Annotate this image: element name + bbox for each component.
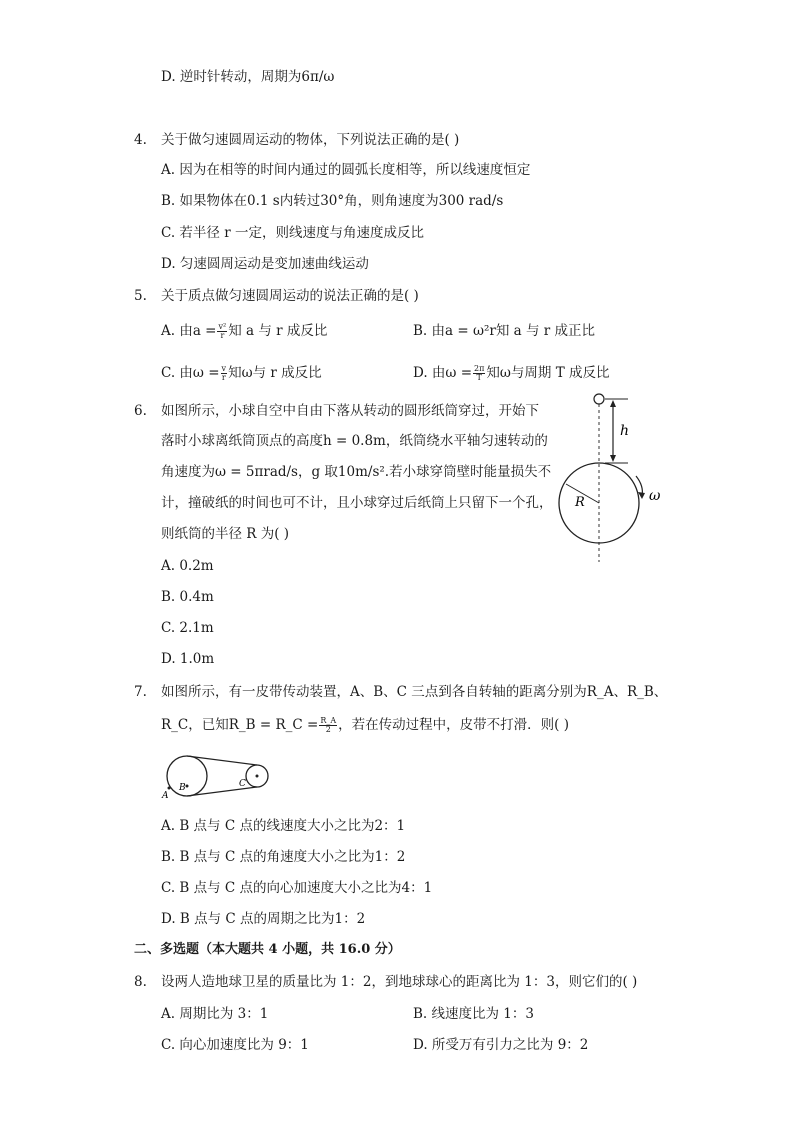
q7-point-a (168, 787, 171, 790)
q7-option-b: B. B 点与 C 点的角速度大小之比为1：2 (161, 849, 406, 865)
q6-ball (594, 394, 604, 404)
q7-point-b (186, 785, 189, 788)
q5-option-a (161, 322, 327, 340)
q4-number: 4. (134, 132, 147, 148)
q8-option-c: C. 向心加速度比为 9：1 (161, 1037, 309, 1053)
q8-option-b: B. 线速度比为 1：3 (413, 1006, 534, 1022)
q6-line-5: 则纸筒的半径 R 为( ) (161, 526, 290, 542)
q5-option-c (161, 364, 322, 382)
q7-number: 7. (134, 684, 147, 700)
q7-label-c: C (239, 779, 246, 789)
q5-c-numerator: v (221, 364, 227, 373)
q7-belt-bottom (187, 787, 257, 796)
q7-l2-suffix: ，若在传动过程中，皮带不打滑．则( ) (338, 717, 569, 733)
q6-line-4: 计，撞破纸的时间也可不计，且小球穿过后纸筒上只留下一个孔， (161, 495, 553, 511)
q7-fraction (319, 717, 337, 734)
q5-a-denominator: r (220, 331, 225, 340)
q6-line-3: 角速度为ω = 5πrad/s，g 取10m/s².若小球穿筒壁时能量损失不 (161, 464, 552, 480)
q4-option-c: C. 若半径 r 一定，则线速度与角速度成反比 (161, 225, 424, 241)
q5-d-fraction (473, 365, 485, 382)
q3-option-d: D. 逆时针转动，周期为6π/ω (161, 69, 335, 85)
q7-point-c (256, 775, 259, 778)
q4-option-a: A. 因为在相等的时间内通过的圆弧长度相等，所以线速度恒定 (161, 162, 531, 178)
q6-option-b: B. 0.4m (161, 589, 214, 605)
q6-arrow-head-down (610, 455, 616, 462)
q7-belt-figure (160, 752, 278, 802)
q7-option-d: D. B 点与 C 点的周期之比为1：2 (161, 911, 366, 927)
q5-c-prefix: C. 由ω = (161, 365, 220, 381)
q7-l2-prefix: R_C，已知R_B = R_C = (161, 717, 319, 733)
q8-stem: 设两人造地球卫星的质量比为 1：2，到地球球心的距离比为 1：3，则它们的( ) (161, 974, 638, 990)
q6-label-omega: ω (649, 488, 661, 504)
section-2-heading: 二、多选题（本大题共 4 小题，共 16.0 分） (134, 942, 401, 957)
q4-stem: 关于做匀速圆周运动的物体，下列说法正确的是( ) (161, 132, 460, 148)
q5-d-denominator: T (476, 373, 482, 382)
q7-label-a: A (162, 791, 169, 801)
q6-line-1: 如图所示，小球自空中自由下落从转动的圆形纸筒穿过，开始下 (161, 403, 539, 419)
q7-option-c: C. B 点与 C 点的向心加速度大小之比为4：1 (161, 880, 433, 896)
q5-c-suffix: 知ω与 r 成反比 (228, 365, 322, 381)
q7-belt-top (187, 756, 257, 765)
q7-option-a: A. B 点与 C 点的线速度大小之比为2：1 (161, 818, 406, 834)
q7-big-wheel (167, 756, 207, 796)
q5-d-prefix: D. 由ω = (413, 365, 473, 381)
q5-number: 5. (134, 288, 147, 304)
q5-a-prefix: A. 由a = (161, 323, 217, 339)
q6-option-c: C. 2.1m (161, 620, 214, 636)
q7-line-2 (161, 716, 569, 734)
q5-option-b: B. 由a = ω²r知 a 与 r 成正比 (413, 323, 595, 339)
q6-option-a: A. 0.2m (161, 558, 214, 574)
q6-label-r: R (575, 495, 585, 510)
q6-cylinder-figure (556, 390, 676, 570)
q8-option-d: D. 所受万有引力之比为 9：2 (413, 1037, 589, 1053)
q5-a-numerator: v² (218, 322, 227, 331)
q6-label-h: h (620, 423, 630, 439)
q8-option-a: A. 周期比为 3：1 (161, 1006, 269, 1022)
q4-option-b: B. 如果物体在0.1 s内转过30°角，则角速度为300 rad/s (161, 193, 504, 209)
q6-arrow-head-up (610, 400, 616, 407)
q5-d-numerator: 2π (474, 364, 485, 373)
q5-a-suffix: 知 a 与 r 成反比 (228, 323, 328, 339)
q5-stem: 关于质点做匀速圆周运动的说法正确的是( ) (161, 288, 419, 304)
q8-number: 8. (134, 974, 147, 990)
q6-number: 6. (134, 403, 147, 419)
q5-d-suffix: 知ω与周期 T 成反比 (486, 365, 610, 381)
q5-c-denominator: r (221, 373, 226, 382)
q5-a-fraction (217, 323, 227, 340)
q5-option-d (413, 364, 610, 382)
q7-denominator: 2 (325, 725, 331, 734)
q7-line-1: 如图所示，有一皮带传动装置，A、B、C 三点到各自转轴的距离分别为R_A、R_B、 (161, 684, 668, 700)
q7-numerator: R_A (320, 716, 337, 725)
q6-option-d: D. 1.0m (161, 651, 215, 667)
q6-line-2: 落时小球离纸筒顶点的高度h = 0.8m，纸筒绕水平轴匀速转动的 (161, 433, 548, 449)
q7-label-b: B (179, 783, 186, 793)
q5-c-fraction (221, 365, 228, 382)
q4-option-d: D. 匀速圆周运动是变加速曲线运动 (161, 256, 369, 272)
